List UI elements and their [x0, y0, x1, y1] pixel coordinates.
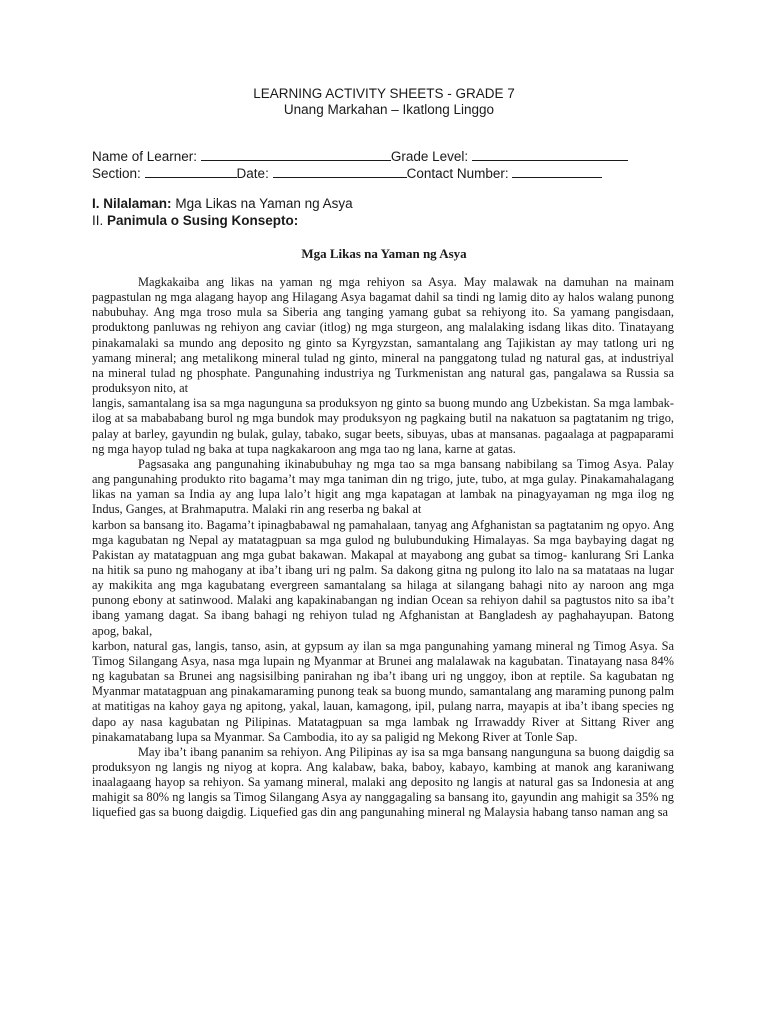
section-panimula: [92, 212, 353, 229]
form-row-2: [92, 165, 652, 182]
document-title: LEARNING ACTIVITY SHEETS - GRADE 7: [253, 86, 515, 101]
section-1-label: Nilalaman:: [103, 196, 172, 211]
document-subtitle: Unang Markahan – Ikatlong Linggo: [283, 102, 495, 117]
grade-blank[interactable]: [472, 148, 628, 161]
section-1-number: I.: [92, 196, 100, 211]
paragraph: Pagsasaka ang pangunahing ikinabubuhay ng mga tao sa mga bansang nabibilang sa Timog Asya. Palay ang pangunahing produkto rito bagama’t may mga taniman din ng trigo, jute, tubo, at mga gulay. Pinakamahalagang likas na yaman sa India ay ang lupa lalo’t higit ang mga kapatagan at lambak na pinagyayaman ng mga ilog ng Indus, Ganges, at Brahmaputra. Malaki rin ang reserba ng bakal at: [92, 456, 674, 517]
article-title: Mga Likas na Yaman ng Asya: [301, 246, 467, 261]
section-2-label: Panimula o Susing Konsepto:: [107, 213, 299, 228]
document-header: [0, 86, 768, 118]
section-nilalaman: [92, 195, 353, 212]
section-blank[interactable]: [145, 165, 237, 178]
contact-blank[interactable]: [512, 165, 602, 178]
learner-info-form: [92, 148, 652, 182]
date-blank[interactable]: [273, 165, 407, 178]
form-row-1: [92, 148, 652, 165]
section-2-number: II.: [92, 213, 104, 228]
name-label: Name of Learner:: [92, 149, 198, 164]
name-blank[interactable]: [201, 148, 391, 161]
paragraph: Magkakaiba ang likas na yaman ng mga rehiyon sa Asya. May malawak na damuhan na mainam pagpastulan ng mga alagang hayop ang Hilagang Asya bagamat dahil sa tindi ng lamig dito ay halos walang punong nabubuhay. Ang mga troso mula sa Siberia ang tanging yamang gubat sa rehiyong ito. Sa yamang pangisdaan, produktong panluwas ng rehiyon ang caviar (itlog) ng mga sturgeon, ang malalaking isdang likas dito. Tinatayang pinakamalaki sa mundo ang deposito ng ginto sa Kyrgyzstan, samantalang ang Tajikistan ay may tatlong uri ng yamang mineral; ang metalikong mineral tulad ng ginto, mineral na panggatong tulad ng natural gas, at industriyal na mineral tulad ng phosphate. Pangunahing industriya ng Turkmenistan ang natural gas, pangalawa sa Russia sa produksyon nito, at: [92, 275, 674, 396]
article-body: [92, 275, 674, 821]
paragraph: karbon sa bansang ito. Bagama’t ipinagbabawal ng pamahalaan, tanyag ang Afghanistan sa pagtatanim ng opyo. Ang mga kagubatan ng Nepal ay matatagpuan sa mga gulod ng bulubunduking Himalayas. Sa mga baybaying dagat ng Pakistan ay matatagpuan ang mga gubat bakawan. Makapal at mayabong ang gubat sa timog- kanlurang Sri Lanka na hitik sa puno ng mahogany at iba’t ibang uri ng palm. Sa dakong gitna ng pulong ito lalo na sa matataas na lugar ay makikita ang mga kagubatang evergreen samantalang sa hilaga at silangang bahagi nito ay naroon ang mga punong ebony at satinwood. Malaki ang kapakinabangan ng indian Ocean sa rehiyon dahil sa pagtustos nito sa iba’t ibang yamang dagat. Sa ibang bahagi ng rehiyon tulad ng Afghanistan at Bangladesh ay paghahayupan. Batong apog, bakal,: [92, 517, 674, 638]
paragraph: langis, samantalang isa sa mga nagunguna sa produksyon ng ginto sa buong mundo ang Uzbekistan. Sa mga lambak-ilog at sa mabababang burol ng mga bundok may produksyon ng pagkaing butil na nakatuon sa pagtatanim ng trigo, palay at barley, gayundin ng bulak, gulay, tabako, sugar beets, sibuyas, ubas at mansanas. pagaalaga at pagpaparami ng mga hayop tulad ng baka at tupa nagkakaroon ang mga tao ng lana, karne at gatas.: [92, 396, 674, 456]
section-headings: [92, 195, 353, 229]
paragraph: karbon, natural gas, langis, tanso, asin, at gypsum ay ilan sa mga pangunahing yamang mineral ng Timog Asya. Sa Timog Silangang Asya, nasa mga lupain ng Myanmar at Brunei ang malalawak na kagubatan. Tinatayang nasa 84% ng kagubatan sa Brunei ang nagsisilbing panirahan ng iba’t ibang uri ng unggoy, ibon at reptile. Sa kagubatan ng Myanmar matatagpuan ang pinakamaraming punong teak sa buong mundo, samantalang ang maraming punong palm at matitigas na kahoy gaya ng apitong, yakal, lauan, kamagong, ipil, pulang narra, mayapis at iba’t ibang species ng dapo ay nasa kagubatan ng Pilipinas. Matatagpuan sa mga lambak ng Irrawaddy River at Sittang River ang pinakamatabang lupa sa Myanmar. Sa Cambodia, ito ay sa paligid ng Mekong River at Tonle Sap.: [92, 638, 674, 744]
contact-label: Contact Number:: [406, 166, 509, 181]
grade-label: Grade Level:: [390, 149, 469, 164]
date-label: Date:: [236, 166, 269, 181]
section-label: Section:: [92, 166, 141, 181]
section-1-value: Mga Likas na Yaman ng Asya: [175, 196, 353, 211]
paragraph: May iba’t ibang pananim sa rehiyon. Ang Pilipinas ay isa sa mga bansang nangunguna sa buong daigdig sa produksyon ng langis ng niyog at kopra. Ang kalabaw, baka, baboy, kabayo, kambing at manok ang karaniwang inaalagaang hayop sa rehiyon. Sa yamang mineral, malaki ang deposito ng langis at natural gas sa Indonesia at ang mahigit sa 80% ng langis sa Timog Silangang Asya ay nanggagaling sa bansang ito, gayundin ang mahigit sa 35% ng liquefied gas sa buong daigdig. Liquefied gas din ang pangunahing mineral ng Malaysia habang tanso naman ang sa: [92, 744, 674, 820]
